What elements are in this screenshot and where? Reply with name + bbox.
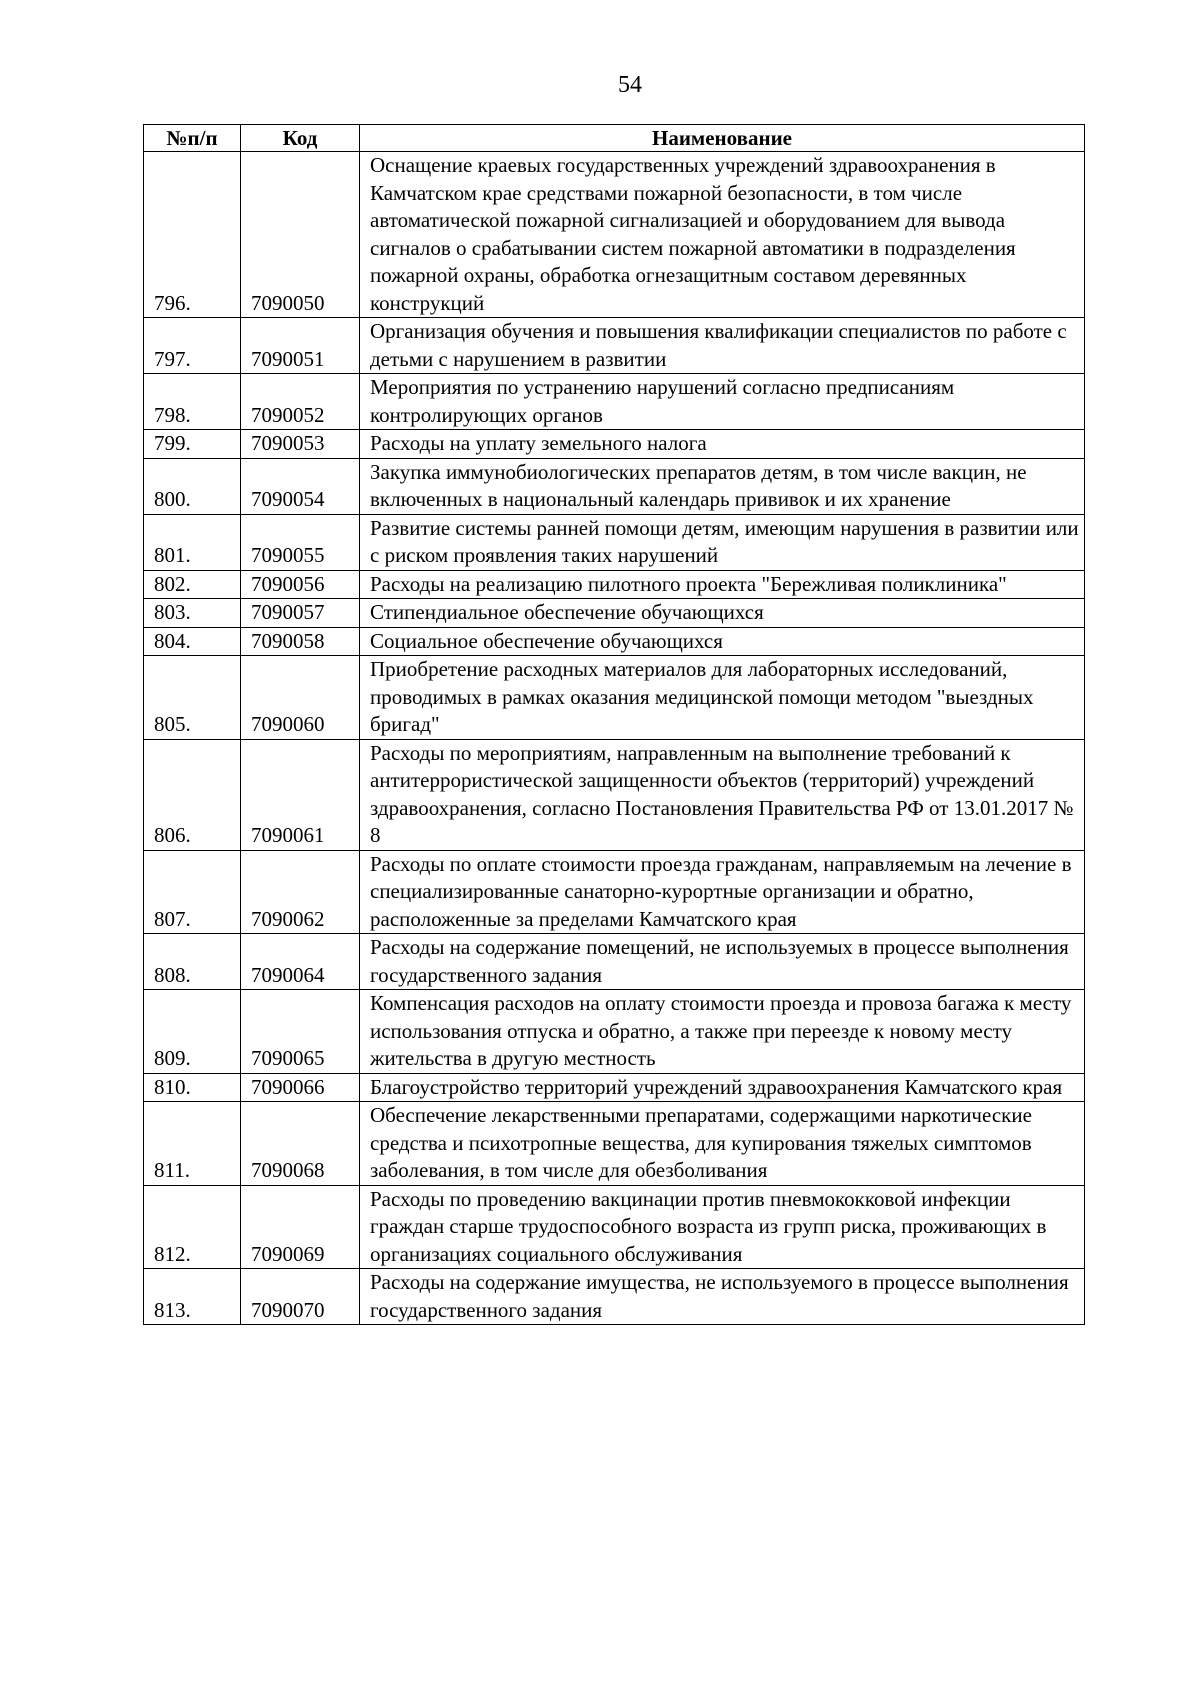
table-row: [144, 1185, 1085, 1269]
row-number: 799.: [144, 430, 241, 459]
table-header-row: [144, 125, 1085, 152]
row-name: Расходы на содержание помещений, не используемых в процессе выполнения государственного задания: [360, 934, 1085, 990]
row-name: Расходы на реализацию пилотного проекта "Бережливая поликлиника": [360, 570, 1085, 599]
table-row: [144, 514, 1085, 570]
row-name: Расходы на уплату земельного налога: [360, 430, 1085, 459]
row-code: 7090058: [241, 627, 360, 656]
row-name: Развитие системы ранней помощи детям, имеющим нарушения в развитии или с риском проявления таких нарушений: [360, 514, 1085, 570]
row-number: 810.: [144, 1073, 241, 1102]
row-number: 803.: [144, 599, 241, 628]
table-row: [144, 850, 1085, 934]
table-row: [144, 430, 1085, 459]
row-code: 7090065: [241, 990, 360, 1074]
table-row: [144, 318, 1085, 374]
row-number: 802.: [144, 570, 241, 599]
row-number: 808.: [144, 934, 241, 990]
table-row: [144, 739, 1085, 850]
row-code: 7090054: [241, 458, 360, 514]
row-code: 7090064: [241, 934, 360, 990]
table-row: [144, 990, 1085, 1074]
table-row: [144, 458, 1085, 514]
header-code: Код: [241, 125, 360, 152]
row-name: Расходы по мероприятиям, направленным на выполнение требований к антитеррористической защищенности объектов (территорий) учреждений здравоохранения, согласно Постановления Правительства РФ от 13.01.2017 № 8: [360, 739, 1085, 850]
row-number: 798.: [144, 374, 241, 430]
table-row: [144, 656, 1085, 740]
row-code: 7090052: [241, 374, 360, 430]
row-number: 813.: [144, 1269, 241, 1325]
budget-code-table: [143, 124, 1085, 1325]
header-name: Наименование: [360, 125, 1085, 152]
table-row: [144, 1073, 1085, 1102]
row-name: Расходы по оплате стоимости проезда гражданам, направляемым на лечение в специализированные санаторно-курортные организации и обратно, расположенные за пределами Камчатского края: [360, 850, 1085, 934]
row-code: 7090069: [241, 1185, 360, 1269]
table-row: [144, 374, 1085, 430]
row-number: 796.: [144, 152, 241, 318]
row-name: Расходы на содержание имущества, не используемого в процессе выполнения государственного задания: [360, 1269, 1085, 1325]
row-code: 7090060: [241, 656, 360, 740]
row-number: 806.: [144, 739, 241, 850]
row-number: 807.: [144, 850, 241, 934]
row-number: 804.: [144, 627, 241, 656]
row-number: 812.: [144, 1185, 241, 1269]
row-name: Расходы по проведению вакцинации против пневмококковой инфекции граждан старше трудоспособного возраста из групп риска, проживающих в организациях социального обслуживания: [360, 1185, 1085, 1269]
row-number: 800.: [144, 458, 241, 514]
row-name: Стипендиальное обеспечение обучающихся: [360, 599, 1085, 628]
row-name: Компенсация расходов на оплату стоимости проезда и провоза багажа к месту использования отпуска и обратно, а также при переезде к новому месту жительства в другую местность: [360, 990, 1085, 1074]
table-row: [144, 570, 1085, 599]
table-row: [144, 1269, 1085, 1325]
row-code: 7090051: [241, 318, 360, 374]
row-code: 7090061: [241, 739, 360, 850]
table-row: [144, 627, 1085, 656]
row-code: 7090062: [241, 850, 360, 934]
table-row: [144, 934, 1085, 990]
row-number: 809.: [144, 990, 241, 1074]
row-code: 7090050: [241, 152, 360, 318]
row-name: Организация обучения и повышения квалификации специалистов по работе с детьми с нарушением в развитии: [360, 318, 1085, 374]
row-number: 801.: [144, 514, 241, 570]
row-name: Благоустройство территорий учреждений здравоохранения Камчатского края: [360, 1073, 1085, 1102]
header-number: №п/п: [144, 125, 241, 152]
row-name: Социальное обеспечение обучающихся: [360, 627, 1085, 656]
row-name: Закупка иммунобиологических препаратов детям, в том числе вакцин, не включенных в национальный календарь прививок и их хранение: [360, 458, 1085, 514]
table-row: [144, 599, 1085, 628]
row-number: 811.: [144, 1102, 241, 1186]
row-code: 7090066: [241, 1073, 360, 1102]
row-name: Мероприятия по устранению нарушений согласно предписаниям контролирующих органов: [360, 374, 1085, 430]
row-code: 7090055: [241, 514, 360, 570]
row-code: 7090070: [241, 1269, 360, 1325]
row-code: 7090053: [241, 430, 360, 459]
row-number: 805.: [144, 656, 241, 740]
page-number: 54: [618, 72, 642, 98]
row-name: Оснащение краевых государственных учреждений здравоохранения в Камчатском крае средствами пожарной безопасности, в том числе автоматической пожарной сигнализацией и оборудованием для вывода сигналов о срабатывании систем пожарной автоматики в подразделения пожарной охраны, обработка огнезащитным составом деревянных конструкций: [360, 152, 1085, 318]
row-code: 7090057: [241, 599, 360, 628]
table-row: [144, 152, 1085, 318]
row-code: 7090068: [241, 1102, 360, 1186]
row-number: 797.: [144, 318, 241, 374]
row-name: Обеспечение лекарственными препаратами, содержащими наркотические средства и психотропные вещества, для купирования тяжелых симптомов заболевания, в том числе для обезболивания: [360, 1102, 1085, 1186]
table-row: [144, 1102, 1085, 1186]
row-code: 7090056: [241, 570, 360, 599]
row-name: Приобретение расходных материалов для лабораторных исследований, проводимых в рамках оказания медицинской помощи методом "выездных бригад": [360, 656, 1085, 740]
